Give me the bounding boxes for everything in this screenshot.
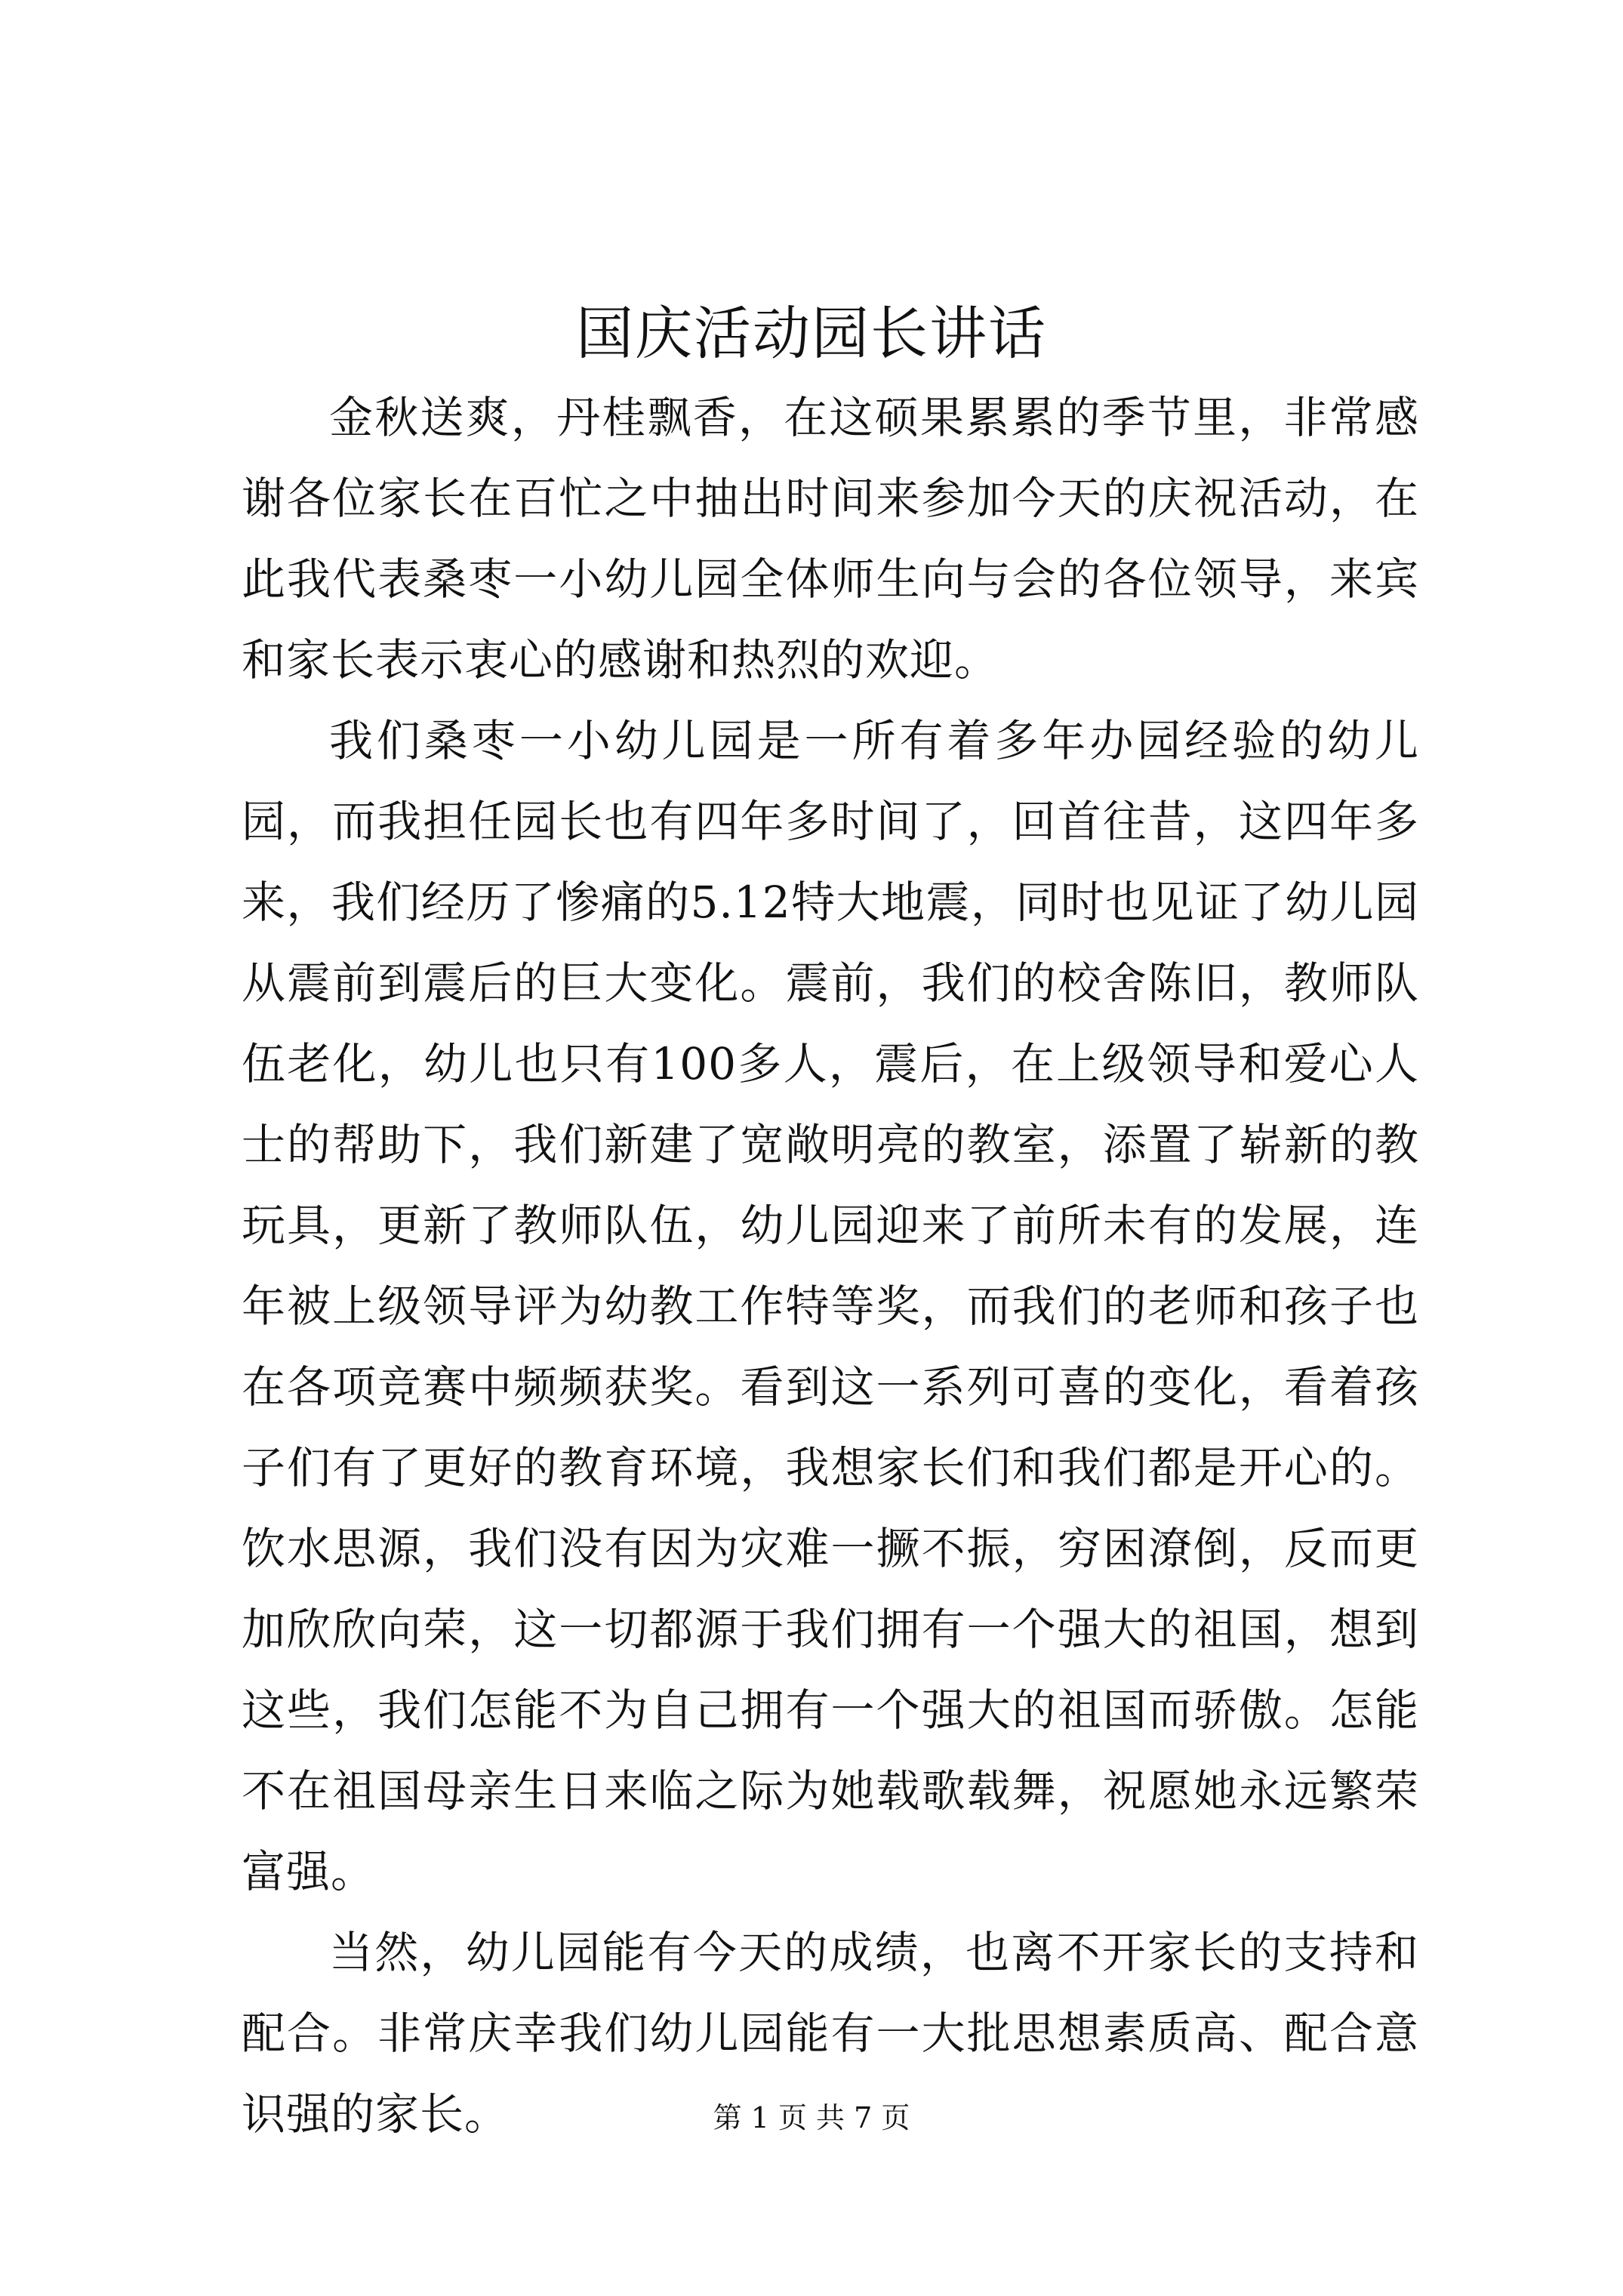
paragraph-1: 金秋送爽，丹桂飘香，在这硕果累累的季节里，非常感谢各位家长在百忙之中抽出时间来参加今天的庆祝活动，在此我代表桑枣一小幼儿园全体师生向与会的各位领导，来宾和家长表示衷心的感谢和热烈的欢迎。 [242, 392, 1419, 686]
document-title: 国庆活动园长讲话 [576, 300, 1047, 367]
paragraph-3: 当然，幼儿园能有今天的成绩，也离不开家长的支持和配合。非常庆幸我们幼儿园能有一大批思想素质高、配合意识强的家长。 [242, 1927, 1419, 2140]
page-footer: 第 1 页 共 7 页 [713, 2101, 910, 2134]
document-body [242, 378, 1419, 2155]
paragraph-2: 我们桑枣一小幼儿园是一所有着多年办园经验的幼儿园，而我担任园长也有四年多时间了，回首往昔，这四年多来，我们经历了惨痛的5.12特大地震，同时也见证了幼儿园从震前到震后的巨大变化。震前，我们的校舍陈旧，教师队伍老化，幼儿也只有100多人，震后，在上级领导和爱心人士的帮助下，我们新建了宽敞明亮的教室，添置了崭新的教玩具，更新了教师队伍，幼儿园迎来了前所未有的发展，连年被上级领导评为幼教工作特等奖，而我们的老师和孩子也在各项竞赛中频频获奖。看到这一系列可喜的变化，看着孩子们有了更好的教育环境，我想家长们和我们都是开心的。饮水思源，我们没有因为灾难一撅不振，穷困潦倒，反而更加欣欣向荣，这一切都源于我们拥有一个强大的祖国，想到这些，我们怎能不为自己拥有一个强大的祖国而骄傲。怎能不在祖国母亲生日来临之际为她载歌载舞，祝愿她永远繁荣富强。 [242, 715, 1419, 1897]
